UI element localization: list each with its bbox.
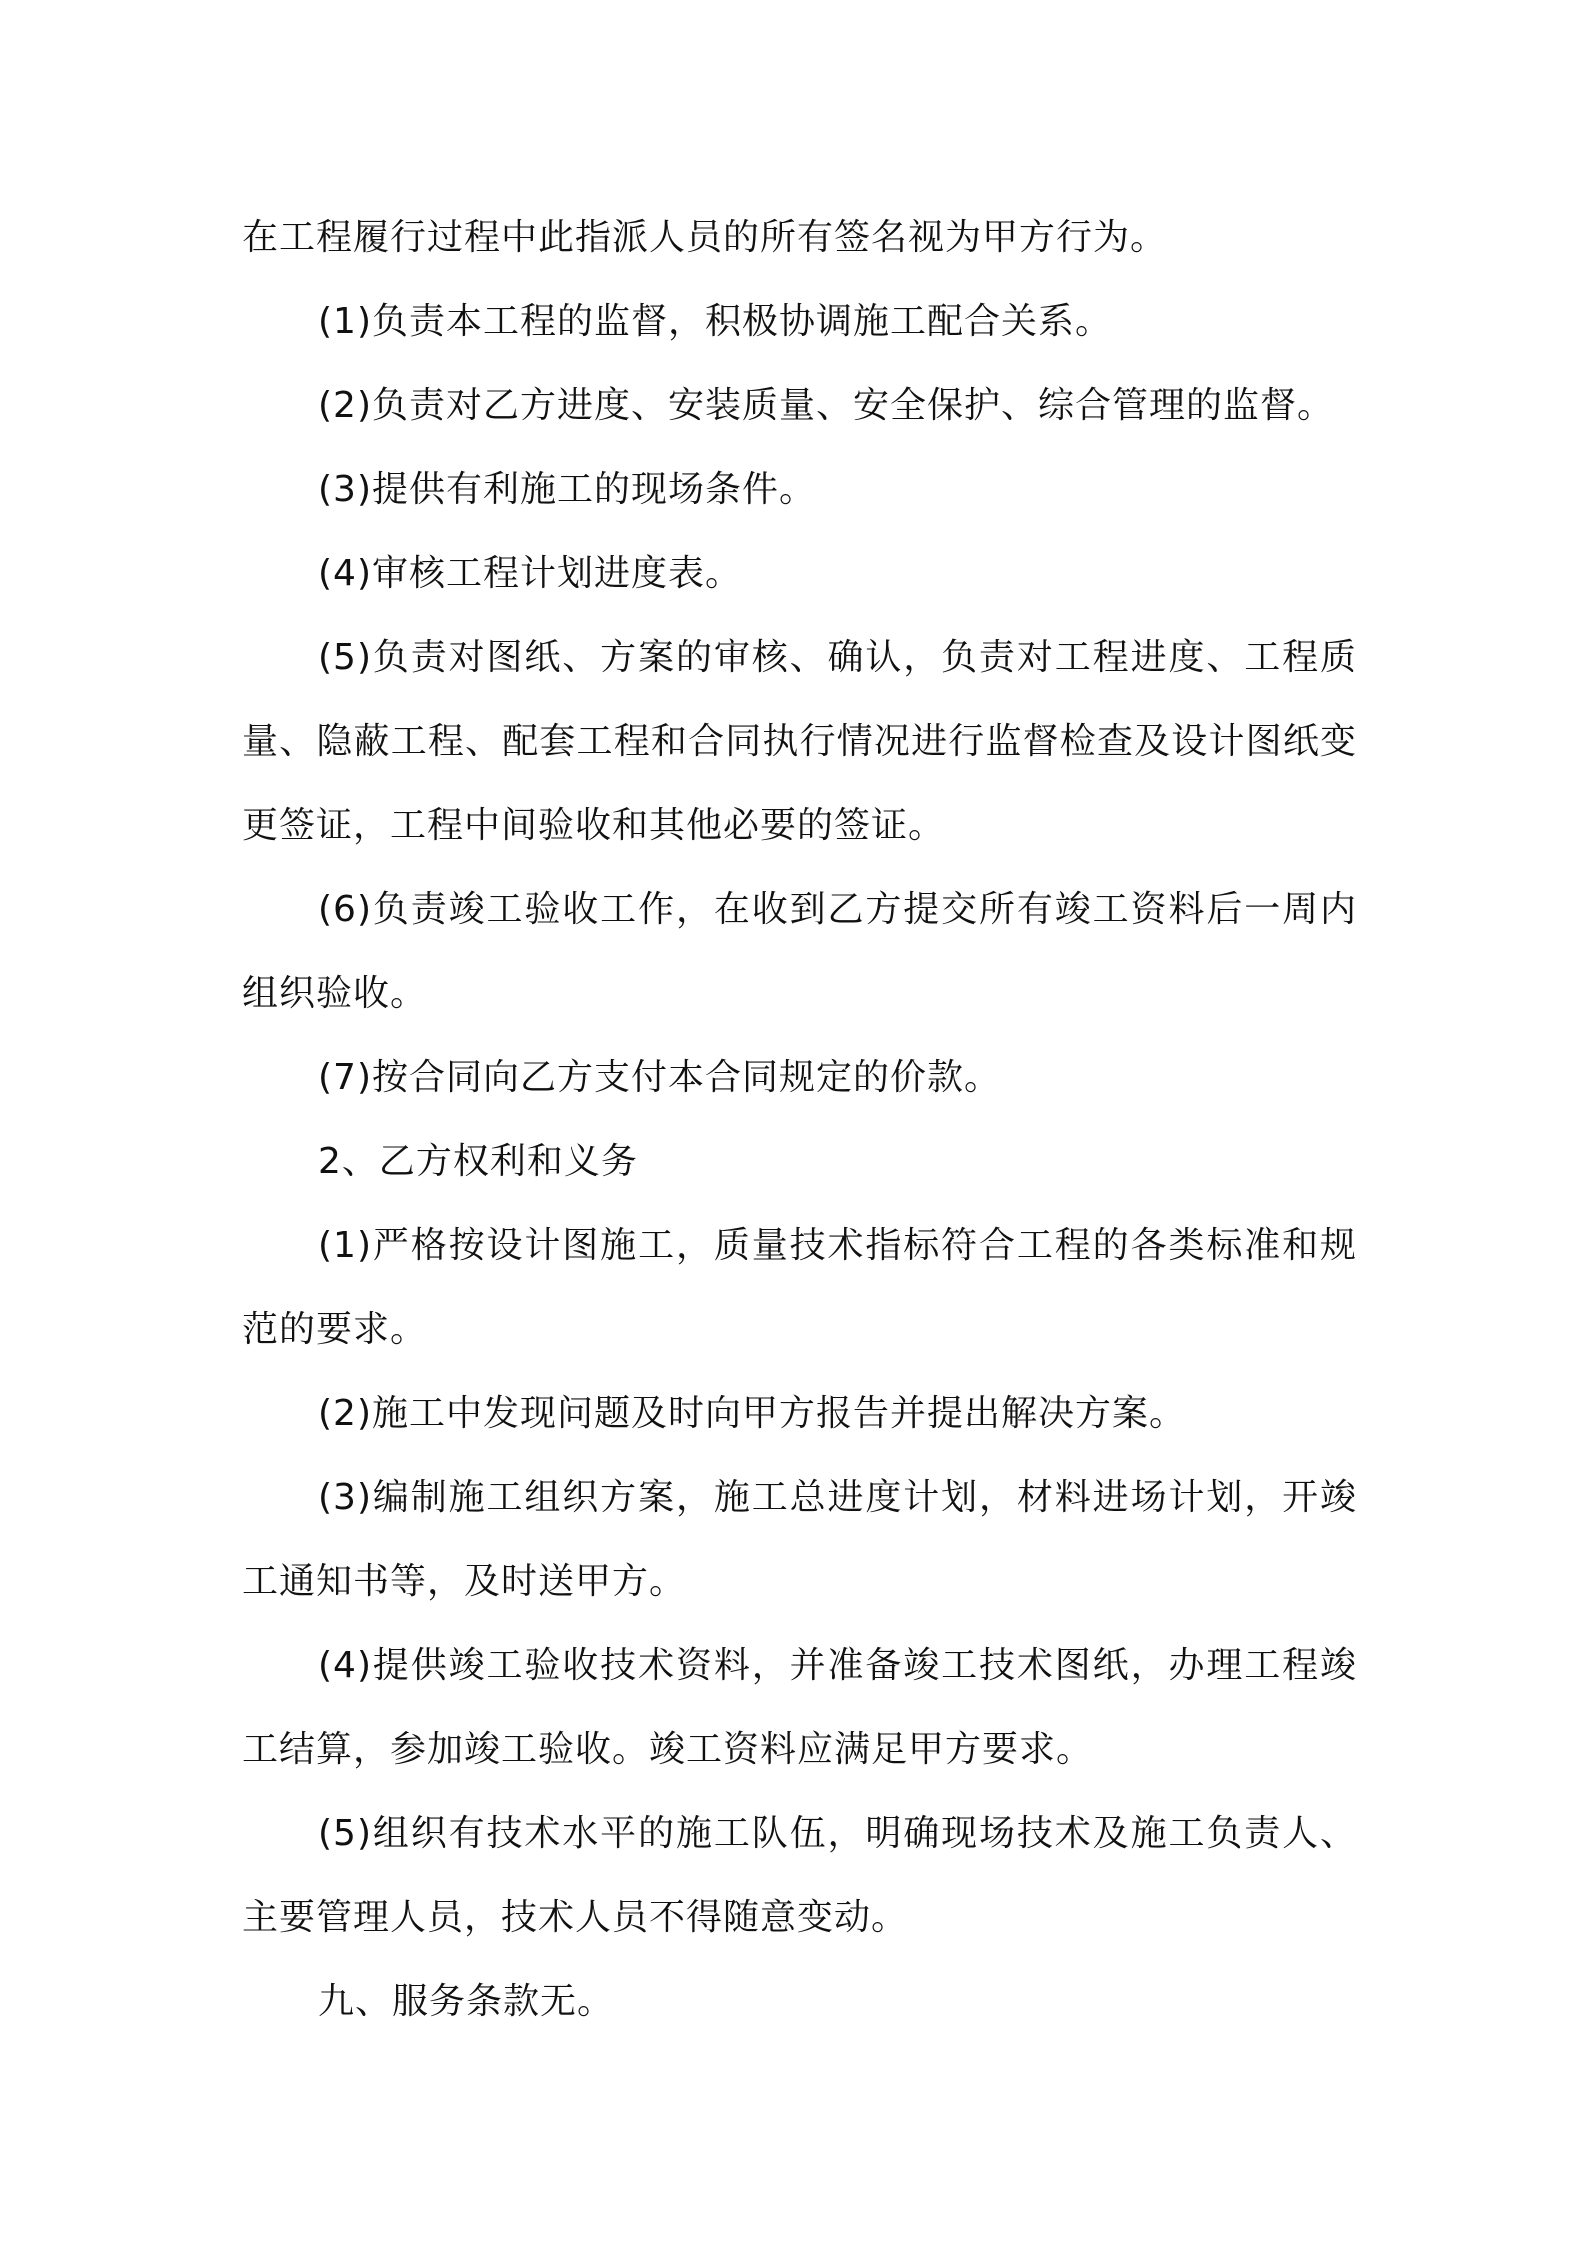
paragraph-1: (1)负责本工程的监督，积极协调施工配合关系。 — [318, 301, 1112, 342]
paragraph-9: (1)严格按设计图施工，质量技术指标符合工程的各类标准和规范的要求。 — [242, 1225, 1357, 1350]
paragraph-0: 在工程履行过程中此指派人员的所有签名视为甲方行为。 — [242, 217, 1168, 258]
document-body — [242, 196, 1357, 2044]
paragraph-4: (4)审核工程计划进度表。 — [318, 553, 742, 594]
paragraph-11: (3)编制施工组织方案，施工总进度计划，材料进场计划，开竣工通知书等，及时送甲方。 — [242, 1477, 1357, 1602]
section-heading-party-b: 2、乙方权利和义务 — [318, 1141, 638, 1182]
paragraph-6: (6)负责竣工验收工作，在收到乙方提交所有竣工资料后一周内组织验收。 — [242, 889, 1357, 1014]
paragraph-5: (5)负责对图纸、方案的审核、确认，负责对工程进度、工程质量、隐蔽工程、配套工程和合同执行情况进行监督检查及设计图纸变更签证，工程中间验收和其他必要的签证。 — [242, 637, 1357, 846]
paragraph-3: (3)提供有利施工的现场条件。 — [318, 469, 816, 510]
paragraph-13: (5)组织有技术水平的施工队伍，明确现场技术及施工负责人、主要管理人员，技术人员不得随意变动。 — [242, 1813, 1357, 1938]
paragraph-12: (4)提供竣工验收技术资料，并准备竣工技术图纸，办理工程竣工结算，参加竣工验收。竣工资料应满足甲方要求。 — [242, 1645, 1357, 1770]
paragraph-7: (7)按合同向乙方支付本合同规定的价款。 — [318, 1057, 1001, 1098]
paragraph-2: (2)负责对乙方进度、安装质量、安全保护、综合管理的监督。 — [318, 385, 1334, 426]
section-heading-service-terms: 九、服务条款无。 — [318, 1981, 615, 2022]
paragraph-10: (2)施工中发现问题及时向甲方报告并提出解决方案。 — [318, 1393, 1186, 1434]
